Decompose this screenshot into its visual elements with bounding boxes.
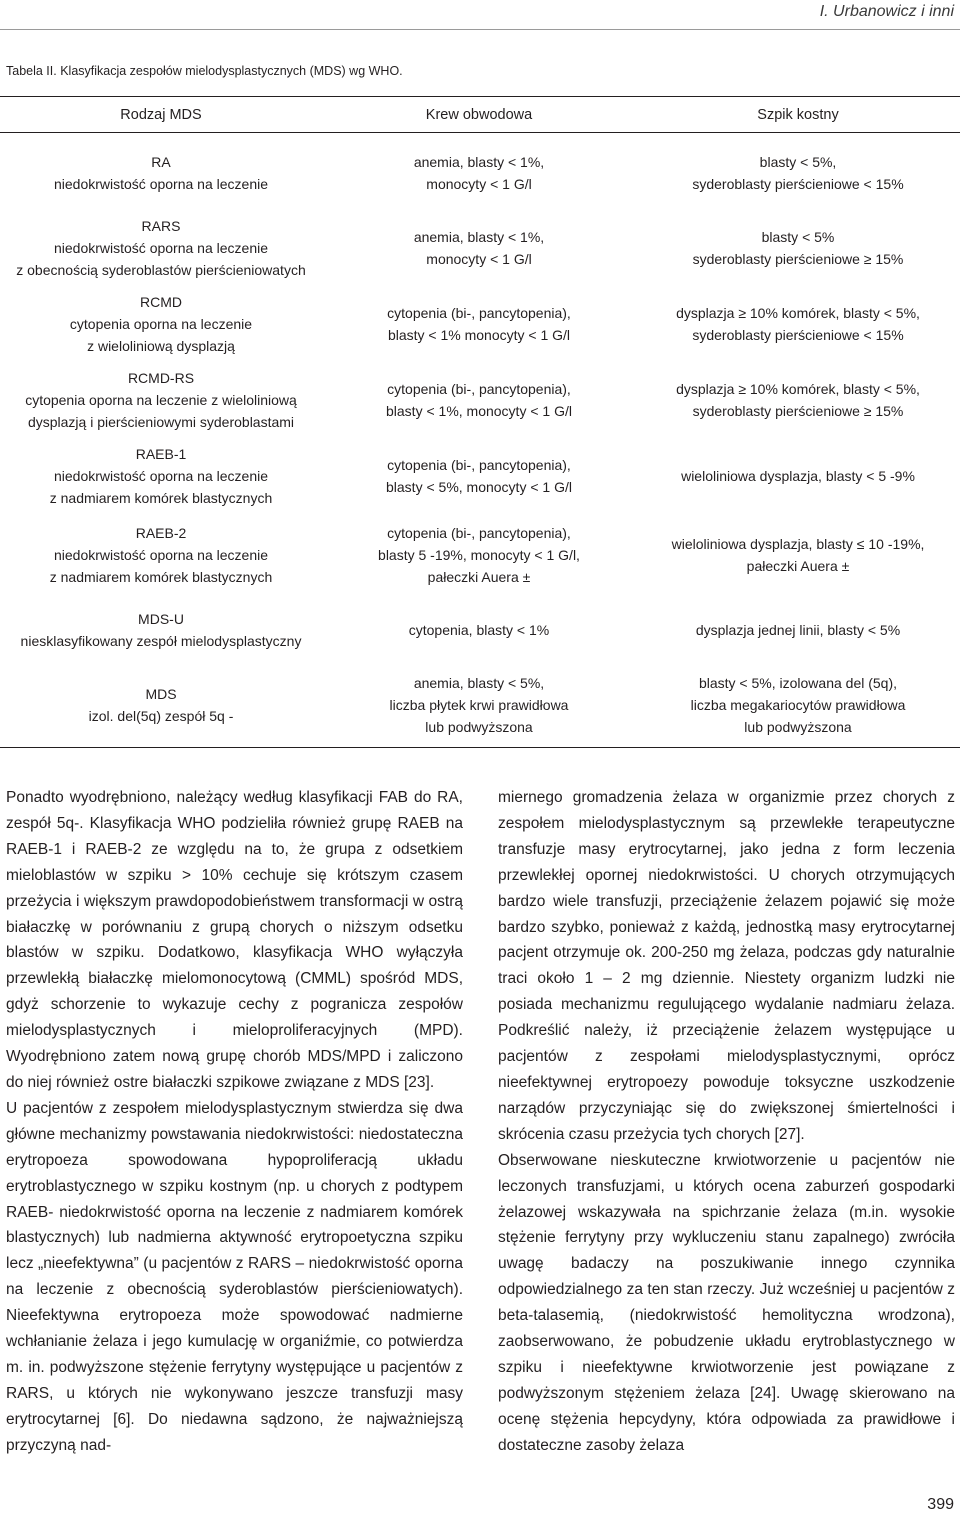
paragraph: Obserwowane nieskuteczne krwiotworzenie u pacjentów nie leczonych transfuzjami, u których ocena zaburzeń gospodarki żelazowej wskazywała na spichrzanie żelaza (m.in. wysokie stężenie ferrytyny przy wykluczeniu stanu zapalnego) zwróciła uwagę badaczy na poszukiwanie innego czynnika odpowiedzialnego za ten stan rzeczy. Już wcześniej u pacjentów z beta-talasemią, (niedokrwistość hemolityczna wrodzona), zaobserwowano, że pobudzenie układu erytroblastycznego w szpiku i nieefektywne krwiotworzenie jest powiązane z podwyższonym stężeniem żelaza [24]. Uwagę skierowano na ocenę stężenia hepcydyny, która odpowiada za prawidłowe i dostateczne zasoby żelaza bbox=[498, 1151, 955, 1454]
table-row bbox=[0, 145, 960, 201]
cell-line: wieloliniowa dysplazja, blasty ≤ 10 -19%, bbox=[671, 536, 925, 552]
cell-line: niedokrwistość oporna na leczenie bbox=[53, 176, 268, 192]
cell-line: lub podwyższona bbox=[425, 719, 533, 735]
body-column-right bbox=[498, 785, 955, 1459]
cell-line: z wieloliniową dysplazją bbox=[87, 338, 235, 354]
cell-line: dysplazją i pierścieniowymi syderoblastami bbox=[27, 414, 295, 430]
cell-marrow bbox=[636, 364, 960, 436]
cell-line: cytopenia, blasty < 1% bbox=[408, 622, 550, 638]
cell-blood bbox=[322, 602, 636, 658]
cell-line: liczba megakariocytów prawidłowa bbox=[690, 697, 906, 713]
cell-line: RAEB-2 bbox=[135, 525, 187, 541]
cell-line: cytopenia (bi-, pancytopenia), bbox=[387, 525, 571, 541]
paragraph: miernego gromadzenia żelaza w organizmie przez chorych z zespołem mielodysplastycznym są przewlekłe terapeutyczne transfuzje masy erytrocytarnej, jako jedna z form leczenia przewlekłej opornej niedokrwistości. U chorych otrzymujących bardzo wiele transfuzji, przeciążenie żelazem pojawić się może bardzo szybko, ponieważ z każdą, jednostką masy erytrocytarnej pacjent otrzymuje ok. 200-250 mg żelaza, podczas gdy naturalnie traci około 1 – 2 mg dziennie. Niestety organizm ludzki nie posiada mechanizmu regulującego wydalanie nadmiaru żelaza. Podkreślić należy, iż przeciążenie żelazem występujące u pacjentów z zespołami mielodysplastycznymi, oprócz nieefektywnej erytropoezy powoduje toksyczne uszkodzenie narządów przyczyniając się do zwiększonej śmiertelności i skrócenia czasu przeżycia tych chorych [27]. bbox=[498, 789, 955, 1143]
cell-line: monocyty < 1 G/l bbox=[426, 251, 532, 267]
cell-line: RA bbox=[151, 154, 171, 170]
cell-line: cytopenia (bi-, pancytopenia), bbox=[387, 381, 571, 397]
table-row bbox=[0, 364, 960, 436]
cell-line: blasty < 1% monocyty < 1 G/l bbox=[387, 327, 571, 343]
cell-line: MDS bbox=[145, 686, 177, 702]
cell-marrow bbox=[636, 212, 960, 284]
cell-line: anemia, blasty < 5%, bbox=[413, 675, 545, 691]
cell-line: blasty < 5% bbox=[761, 229, 835, 245]
cell-line: z obecnością syderoblastów pierścieniowatych bbox=[16, 262, 306, 278]
running-header-author: I. Urbanowicz i inni bbox=[819, 3, 954, 20]
cell-blood bbox=[322, 517, 636, 593]
cell-line: RARS bbox=[141, 218, 181, 234]
cell-marrow bbox=[636, 288, 960, 360]
cell-type bbox=[0, 288, 322, 360]
cell-line: z nadmiarem komórek blastycznych bbox=[49, 569, 273, 585]
cell-blood bbox=[322, 667, 636, 743]
column-header-blood: Krew obwodowa bbox=[425, 107, 533, 123]
cell-line: syderoblasty pierścieniowe ≥ 15% bbox=[692, 403, 904, 419]
header-rule bbox=[0, 29, 960, 30]
cell-type bbox=[0, 145, 322, 201]
cell-line: syderoblasty pierścieniowe ≥ 15% bbox=[692, 251, 904, 267]
cell-line: izol. del(5q) zespół 5q - bbox=[88, 708, 234, 724]
cell-blood bbox=[322, 288, 636, 360]
table-row bbox=[0, 440, 960, 512]
cell-line: niedokrwistość oporna na leczenie bbox=[53, 547, 268, 563]
cell-type bbox=[0, 440, 322, 512]
page-number: 399 bbox=[927, 1496, 954, 1513]
cell-line: syderoblasty pierścieniowe < 15% bbox=[692, 327, 904, 343]
paragraph: Ponadto wyodrębniono, należący według klasyfikacji FAB do RA, zespół 5q-. Klasyfikacja WHO podzieliła również grupę RAEB na RAEB-1 i RAEB-2 ze względu na to, że grupa z odsetkiem mieloblastów w szpiku > 10% cechuje się krótszym czasem przeżycia i większym prawdopodobieństwem transformacji w ostrą białaczkę w porównaniu z grupą chorych o niższym odsetku blastów w szpiku. Dodatkowo, klasyfikacja WHO wyłączyła przewlekłą białaczkę mielomonocytową (CMML) spośród MDS, gdyż schorzenie to wykazuje cechy z pogranicza zespołów mielodysplastycznych i mieloproliferacyjnych (MPD). Wyodrębniono zatem nową grupę chorób MDS/MPD i zaliczono do niej również ostre białaczki szpikowe związane z MDS [23]. bbox=[6, 789, 463, 1091]
cell-type bbox=[0, 517, 322, 593]
table-header-rule bbox=[0, 132, 960, 133]
cell-type bbox=[0, 212, 322, 284]
cell-line: RCMD-RS bbox=[127, 370, 195, 386]
cell-line: RAEB-1 bbox=[135, 446, 187, 462]
cell-line: monocyty < 1 G/l bbox=[426, 176, 532, 192]
cell-line: wieloliniowa dysplazja, blasty < 5 -9% bbox=[681, 468, 915, 484]
cell-marrow bbox=[636, 517, 960, 593]
cell-line: RCMD bbox=[140, 294, 182, 310]
cell-type bbox=[0, 667, 322, 743]
cell-line: cytopenia oporna na leczenie bbox=[69, 316, 253, 332]
cell-marrow bbox=[636, 602, 960, 658]
cell-marrow bbox=[636, 145, 960, 201]
cell-line: cytopenia oporna na leczenie z wieloliniową bbox=[25, 392, 297, 408]
cell-line: cytopenia (bi-, pancytopenia), bbox=[387, 305, 571, 321]
cell-line: dysplazja ≥ 10% komórek, blasty < 5%, bbox=[676, 381, 920, 397]
cell-line: cytopenia (bi-, pancytopenia), bbox=[387, 457, 571, 473]
cell-line: blasty < 5%, monocyty < 1 G/l bbox=[386, 479, 572, 495]
cell-line: MDS-U bbox=[138, 611, 184, 627]
cell-line: blasty < 1%, monocyty < 1 G/l bbox=[386, 403, 572, 419]
cell-line: blasty 5 -19%, monocyty < 1 G/l, bbox=[378, 547, 580, 563]
cell-blood bbox=[322, 212, 636, 284]
table-row bbox=[0, 602, 960, 658]
cell-line: blasty < 5%, izolowana del (5q), bbox=[698, 675, 898, 691]
body-column-left bbox=[6, 785, 463, 1459]
cell-blood bbox=[322, 145, 636, 201]
cell-line: niedokrwistość oporna na leczenie bbox=[53, 468, 268, 484]
cell-blood bbox=[322, 440, 636, 512]
cell-type bbox=[0, 602, 322, 658]
cell-line: pałeczki Auera ± bbox=[746, 558, 850, 574]
cell-line: z nadmiarem komórek blastycznych bbox=[49, 490, 273, 506]
table-bottom-rule bbox=[0, 747, 960, 748]
column-header-marrow: Szpik kostny bbox=[757, 107, 839, 123]
table-caption: Tabela II. Klasyfikacja zespołów mielodysplastycznych (MDS) wg WHO. bbox=[6, 64, 403, 78]
table-row bbox=[0, 517, 960, 593]
cell-marrow bbox=[636, 667, 960, 743]
table-row bbox=[0, 288, 960, 360]
cell-line: blasty < 5%, bbox=[759, 154, 837, 170]
cell-line: pałeczki Auera ± bbox=[427, 569, 531, 585]
cell-line: dysplazja jednej linii, blasty < 5% bbox=[695, 622, 901, 638]
table-row bbox=[0, 212, 960, 284]
cell-marrow bbox=[636, 440, 960, 512]
cell-line: syderoblasty pierścieniowe < 15% bbox=[692, 176, 904, 192]
column-header-type: Rodzaj MDS bbox=[120, 107, 202, 123]
paragraph: U pacjentów z zespołem mielodysplastycznym stwierdza się dwa główne mechanizmy powstawania niedokrwistości: niedostateczna erytropoeza spowodowana hypoproliferacją układu erytroblastycznego w szpiku kostnym (np. u chorych z podtypem RAEB- niedokrwistość oporna na leczenie z nadmiarem komórek blastycznych) lub nadmierna aktywność erytropoetyczna szpiku lecz „nieefektywna” (u pacjentów z RARS – niedokrwistość oporna na leczenie z obecnością syderoblastów pierścieniowatych). Nieefektywna erytropoeza może spowodować nadmierne wchłanianie żelaza i jego kumulację w organiźmie, co potwierdza m. in. podwyższone stężenie ferrytyny występujące u pacjentów z RARS, u których nie wykonywano jeszcze transfuzji masy erytrocytarnej [6]. Do niedawna sądzono, że najważniejszą przyczyną nad- bbox=[6, 1099, 463, 1454]
cell-blood bbox=[322, 364, 636, 436]
cell-line: niesklasyfikowany zespół mielodysplastyczny bbox=[20, 633, 302, 649]
cell-type bbox=[0, 364, 322, 436]
cell-line: anemia, blasty < 1%, bbox=[413, 229, 545, 245]
cell-line: liczba płytek krwi prawidłowa bbox=[389, 697, 569, 713]
table-top-rule bbox=[0, 96, 960, 97]
cell-line: niedokrwistość oporna na leczenie bbox=[53, 240, 268, 256]
cell-line: dysplazja ≥ 10% komórek, blasty < 5%, bbox=[676, 305, 920, 321]
cell-line: lub podwyższona bbox=[744, 719, 852, 735]
cell-line: anemia, blasty < 1%, bbox=[413, 154, 545, 170]
table-row bbox=[0, 667, 960, 743]
